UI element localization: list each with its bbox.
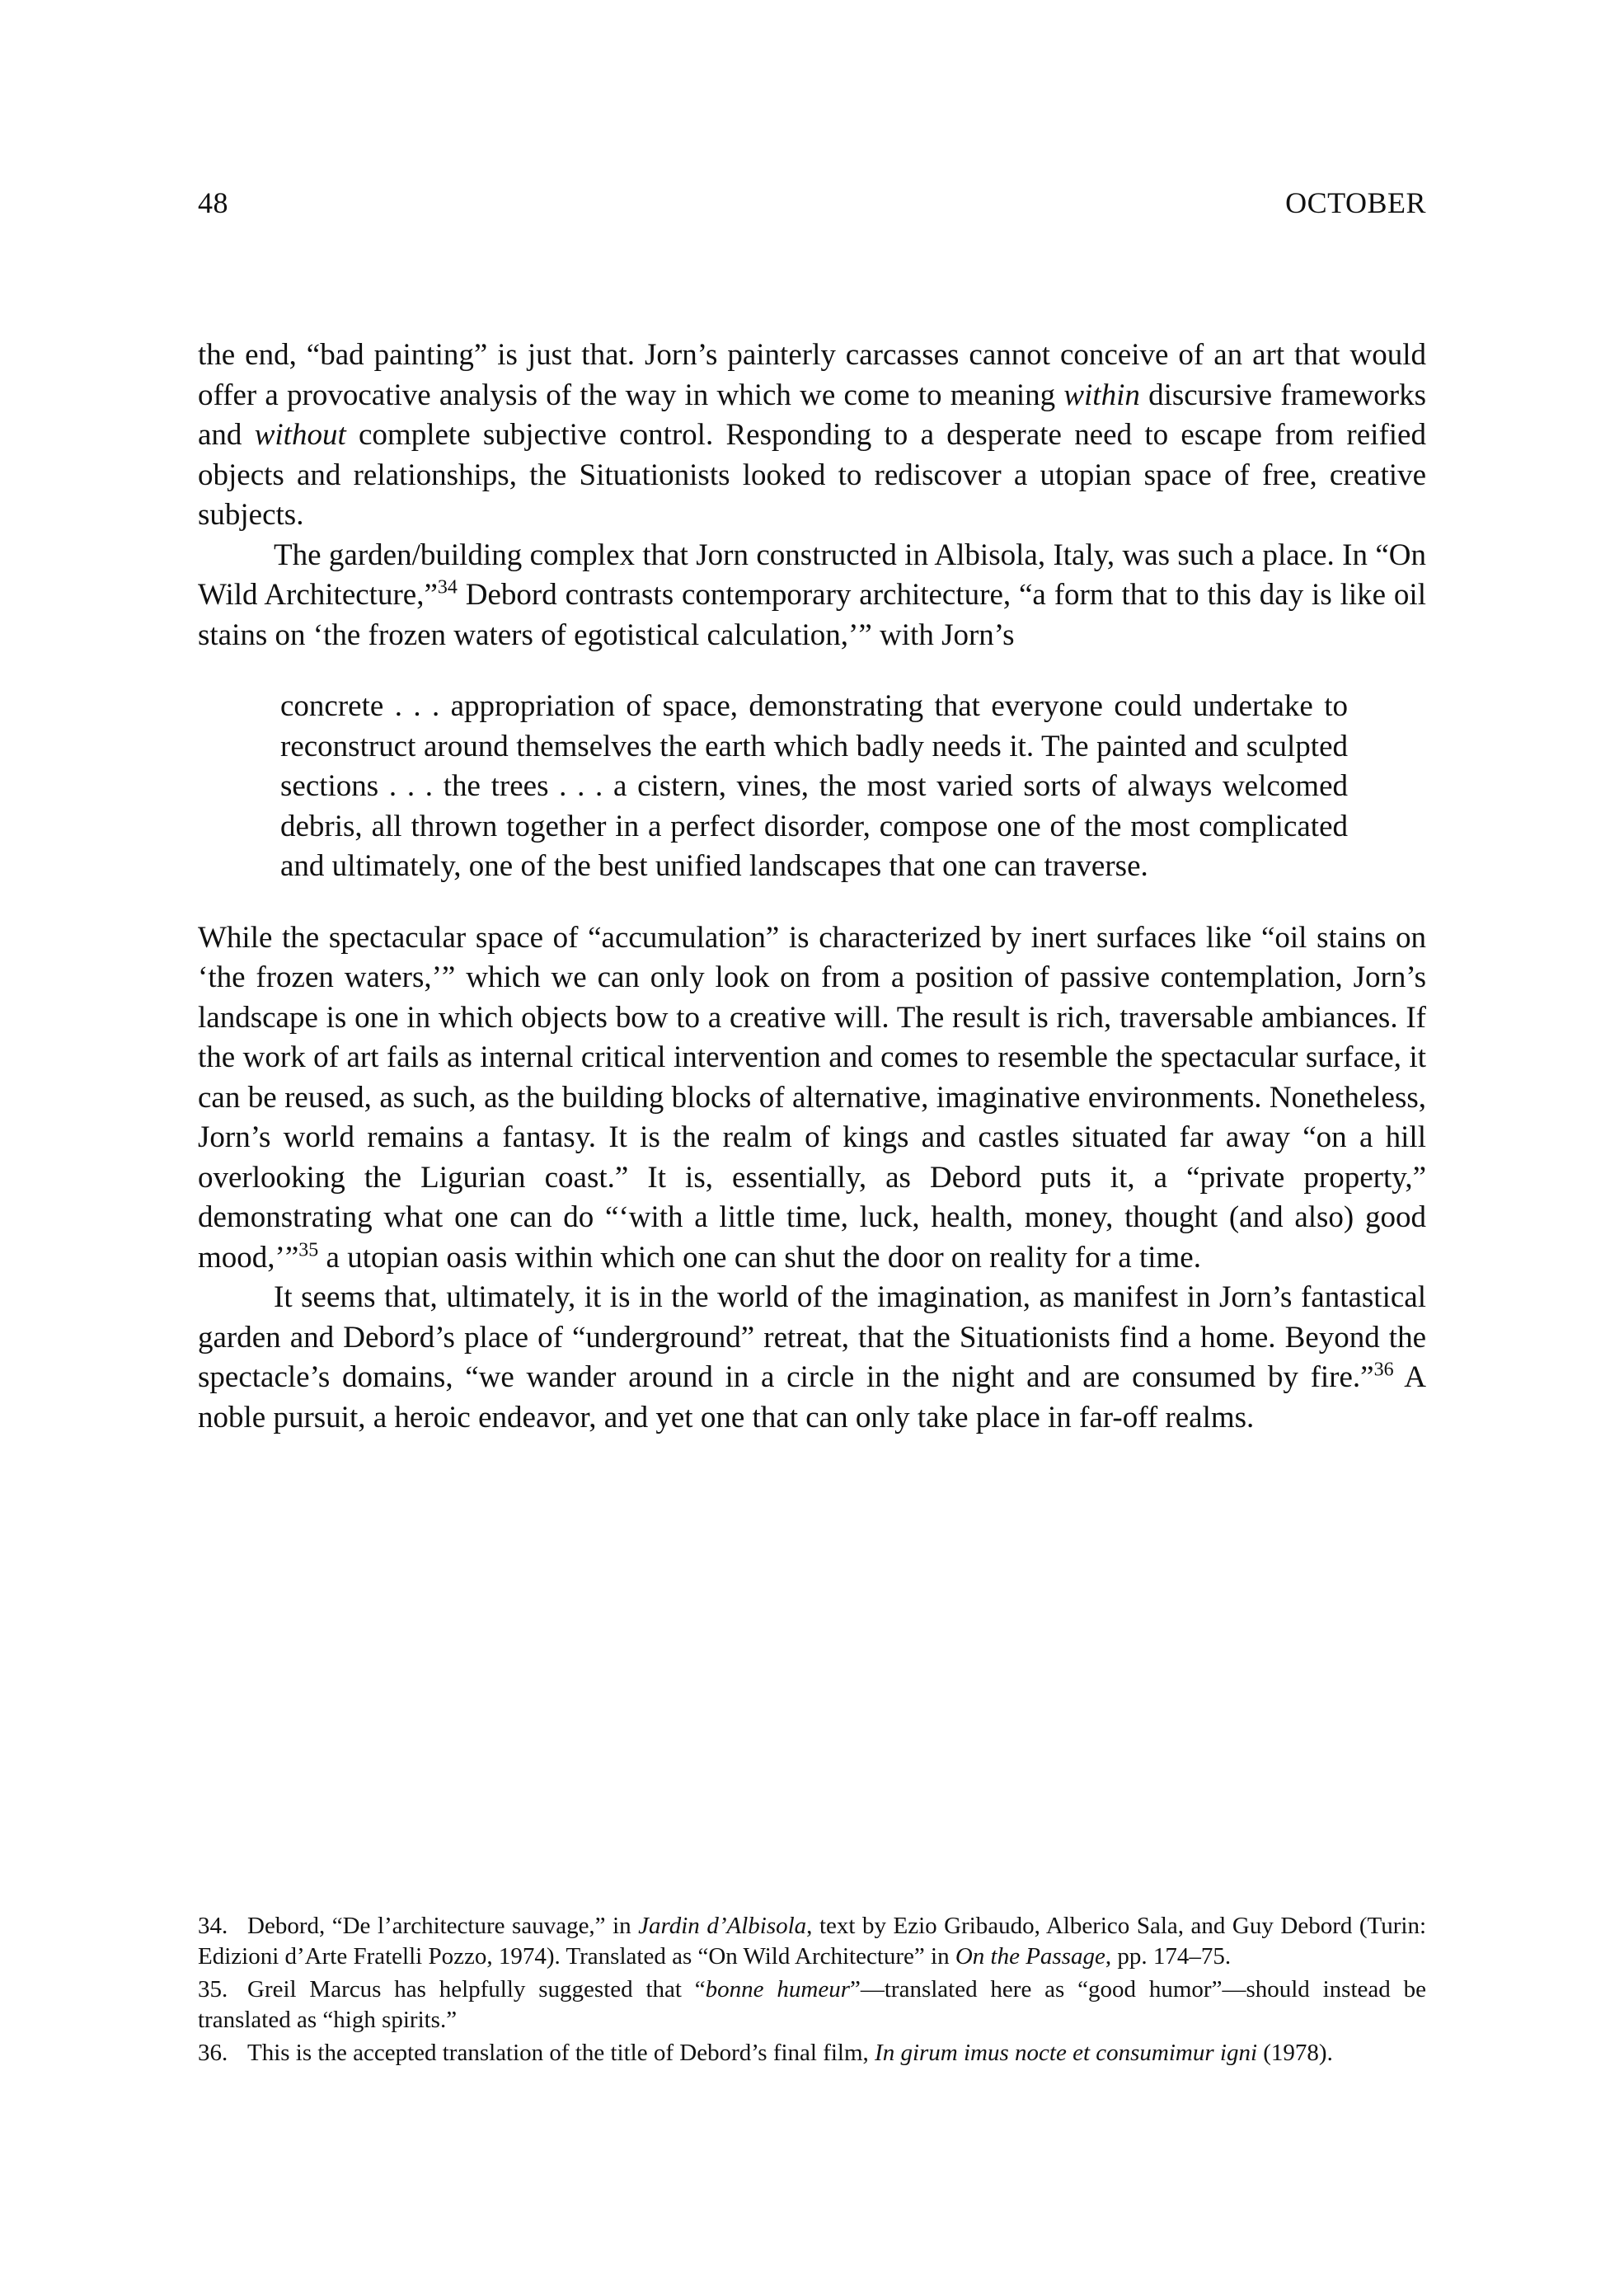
text-run: Greil Marcus has helpfully suggested that “	[247, 1976, 706, 2003]
paragraph	[198, 1278, 1426, 1438]
text-run: Debord contrasts contemporary architecture, “a form that to this day is like oil stains on ‘the frozen waters of egotistical calculation,’” with Jorn’s	[198, 578, 1426, 652]
text-run: a utopian oasis within which one can shut the door on reality for a time.	[318, 1240, 1201, 1275]
text-run: This is the accepted translation of the title of Debord’s final film,	[247, 2040, 875, 2066]
text-run: complete subjective control. Responding to a desperate need to escape from reified objects and relationships, the Situationists looked to rediscover a utopian space of free, creative subjects.	[198, 418, 1426, 532]
page	[198, 185, 1426, 1438]
footnote-ref: 35	[298, 1239, 319, 1261]
footnote	[198, 1911, 1426, 1972]
italic-text: bonne humeur	[705, 1976, 850, 2003]
text-run: A noble pursuit, a heroic endeavor, and yet one that can only take place in far-off realms.	[198, 1360, 1426, 1434]
text-run: ”—translated here as “good humor”—should instead be translated as “high spirits.”	[198, 1976, 1426, 2033]
text-run: , pp. 174–75.	[1105, 1943, 1232, 1970]
text-run: It seems that, ultimately, it is in the world of the imagination, as manifest in Jorn’s fantastical garden and Debord’s place of “underground” retreat, that the Situationists find a home. Beyond the spectacle’s domains, “we wander around in a circle in the night and are consumed by fire.”	[198, 1280, 1426, 1394]
italic-text: without	[254, 418, 346, 452]
text-run: the end, “bad painting” is just that. Jorn’s painterly carcasses cannot conceive of an art that would offer a provocative analysis of the way in which we come to meaning	[198, 338, 1426, 412]
footnote	[198, 2038, 1426, 2068]
footnotes	[198, 1911, 1426, 2071]
italic-text: within	[1063, 378, 1140, 412]
italic-text: Jardin d’Albisola	[638, 1913, 807, 1939]
running-head	[198, 185, 1426, 220]
italic-text: In girum imus nocte et consumimur igni	[875, 2040, 1258, 2066]
text-run: , text by Ezio Gribaudo, Alberico Sala, and Guy Debord (Turin: Edizioni d’Arte Fratelli Pozzo, 1974). Translated as “On Wild Architecture” in	[198, 1913, 1427, 1970]
block-quote: concrete . . . appropriation of space, demonstrating that everyone could undertake to reconstruct around themselves the earth which badly needs it. The painted and sculpted sections . . . the trees . . . a cistern, vines, the most varied sorts of always welcomed debris, all thrown together in a perfect disorder, compose one of the most complicated and ultimately, one of the best unified landscapes that one can traverse.	[280, 689, 1348, 883]
paragraphs-before	[198, 336, 1426, 655]
paragraph	[198, 336, 1426, 536]
footnote-number: 34.	[198, 1913, 228, 1939]
footnote-number: 35.	[198, 1976, 228, 2003]
paragraphs-after	[198, 918, 1426, 1439]
paragraph	[198, 918, 1426, 1279]
text-run: The garden/building complex that Jorn constructed in Albisola, Italy, was such a place. In “On Wild Architecture,”	[198, 538, 1426, 612]
italic-text: On the Passage	[955, 1943, 1105, 1970]
text-run: While the spectacular space of “accumulation” is characterized by inert surfaces like “oil stains on ‘the frozen waters,’” which we can only look on from a position of passive contemplation, Jorn’s landscape is one in which objects bow to a creative will. The result is rich, traversable ambiances. If the work of art fails as internal critical intervention and comes to resemble the spectacular surface, it can be reused, as such, as the building blocks of alternative, imaginative environments. Nonetheless, Jorn’s world remains a fantasy. It is the realm of kings and castles situated far away “on a hill overlooking the Ligurian coast.” It is, essentially, as Debord puts it, a “private property,” demonstrating what one can do “‘with a little time, luck, health, money, thought (and also) good mood,’”	[198, 920, 1426, 1275]
text-run: (1978).	[1257, 2040, 1333, 2066]
body-text	[198, 336, 1426, 1438]
footnote-number: 36.	[198, 2040, 228, 2066]
paragraph	[198, 536, 1426, 656]
page-number: 48	[198, 186, 228, 219]
text-run: Debord, “De l’architecture sauvage,” in	[247, 1913, 639, 1939]
journal-title: OCTOBER	[1285, 186, 1426, 219]
footnote-ref: 36	[1373, 1359, 1394, 1381]
footnote	[198, 1974, 1426, 2035]
footnote-ref: 34	[437, 576, 458, 599]
text-run: discursive frameworks and	[198, 378, 1426, 452]
